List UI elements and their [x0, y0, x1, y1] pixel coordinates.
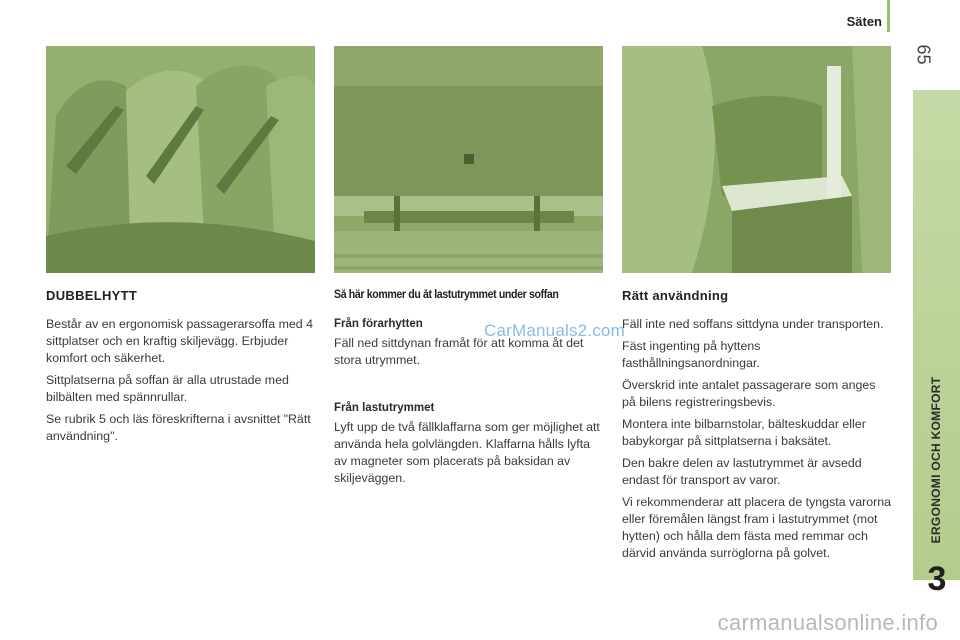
watermark-carmanualsonline[interactable]: carmanualsonline.info: [717, 610, 938, 635]
paragraph: Fäll ned sittdynan framåt för att komma åt det stora utrymmet.: [334, 336, 584, 367]
paragraph: Montera inte bilbarnstolar, bälteskuddar eller babykorgar på sittplatserna i baksätet.: [622, 417, 866, 448]
paragraph: Sittplatserna på soffan är alla utrustade med bilbälten med spännrullar.: [46, 373, 289, 404]
paragraph: Vi rekommenderar att placera de tyngsta varorna eller föremålen längst fram i lastutrymmet (mot hytten) och hålla dem fästa med remmar och därvid använda surröglorna på golvet.: [622, 495, 892, 560]
paragraph: Den bakre delen av lastutrymmet är avsedd endast för transport av varor.: [622, 456, 862, 487]
watermark-carmanuals2[interactable]: CarManuals2.com: [484, 321, 625, 340]
paragraph: Lyft upp de två fällklaffarna som ger möjlighet att använda hela golvlängden. Klaffarna hålls lyfta av magneter som placerats på baksidan av skiljeväggen.: [334, 420, 600, 485]
chapter-label: ERGONOMI OCH KOMFORT: [929, 376, 943, 544]
heading-cargo-access: Så här kommer du åt lastutrymmet under soffan: [334, 289, 559, 301]
paragraph: Fäll inte ned soffans sittdyna under transporten.: [622, 317, 884, 331]
subheading-from-cargo: Från lastutrymmet: [334, 402, 435, 414]
subheading-from-cab: Från förarhytten: [334, 318, 423, 330]
column-cargo-access: [334, 287, 604, 492]
column-double-cab: [46, 287, 316, 450]
heading-double-cab: DUBBELHYTT: [46, 288, 138, 303]
page-number: 65: [913, 44, 934, 65]
photo-double-cab-seats: [46, 46, 315, 273]
paragraph: Fäst ingenting på hyttens fasthållningsanordningar.: [622, 339, 761, 370]
photo-seat-folding: [622, 46, 891, 273]
paragraph: Består av en ergonomisk passagerarsoffa med 4 sittplatser och en kraftig skiljevägg. Erbjuder komfort och säkerhet.: [46, 317, 314, 365]
paragraph: Se rubrik 5 och läs föreskrifterna i avsnittet "Rätt användning".: [46, 412, 311, 443]
column-correct-use: [622, 287, 892, 567]
header-accent-bar: [887, 0, 890, 32]
section-title: Säten: [846, 14, 882, 29]
paragraph: Överskrid inte antalet passagerare som anges på bilens registreringsbevis.: [622, 378, 876, 409]
chapter-number: 3: [927, 560, 947, 598]
heading-correct-use: Rätt användning: [622, 288, 729, 303]
photo-cargo-area: [334, 46, 603, 273]
